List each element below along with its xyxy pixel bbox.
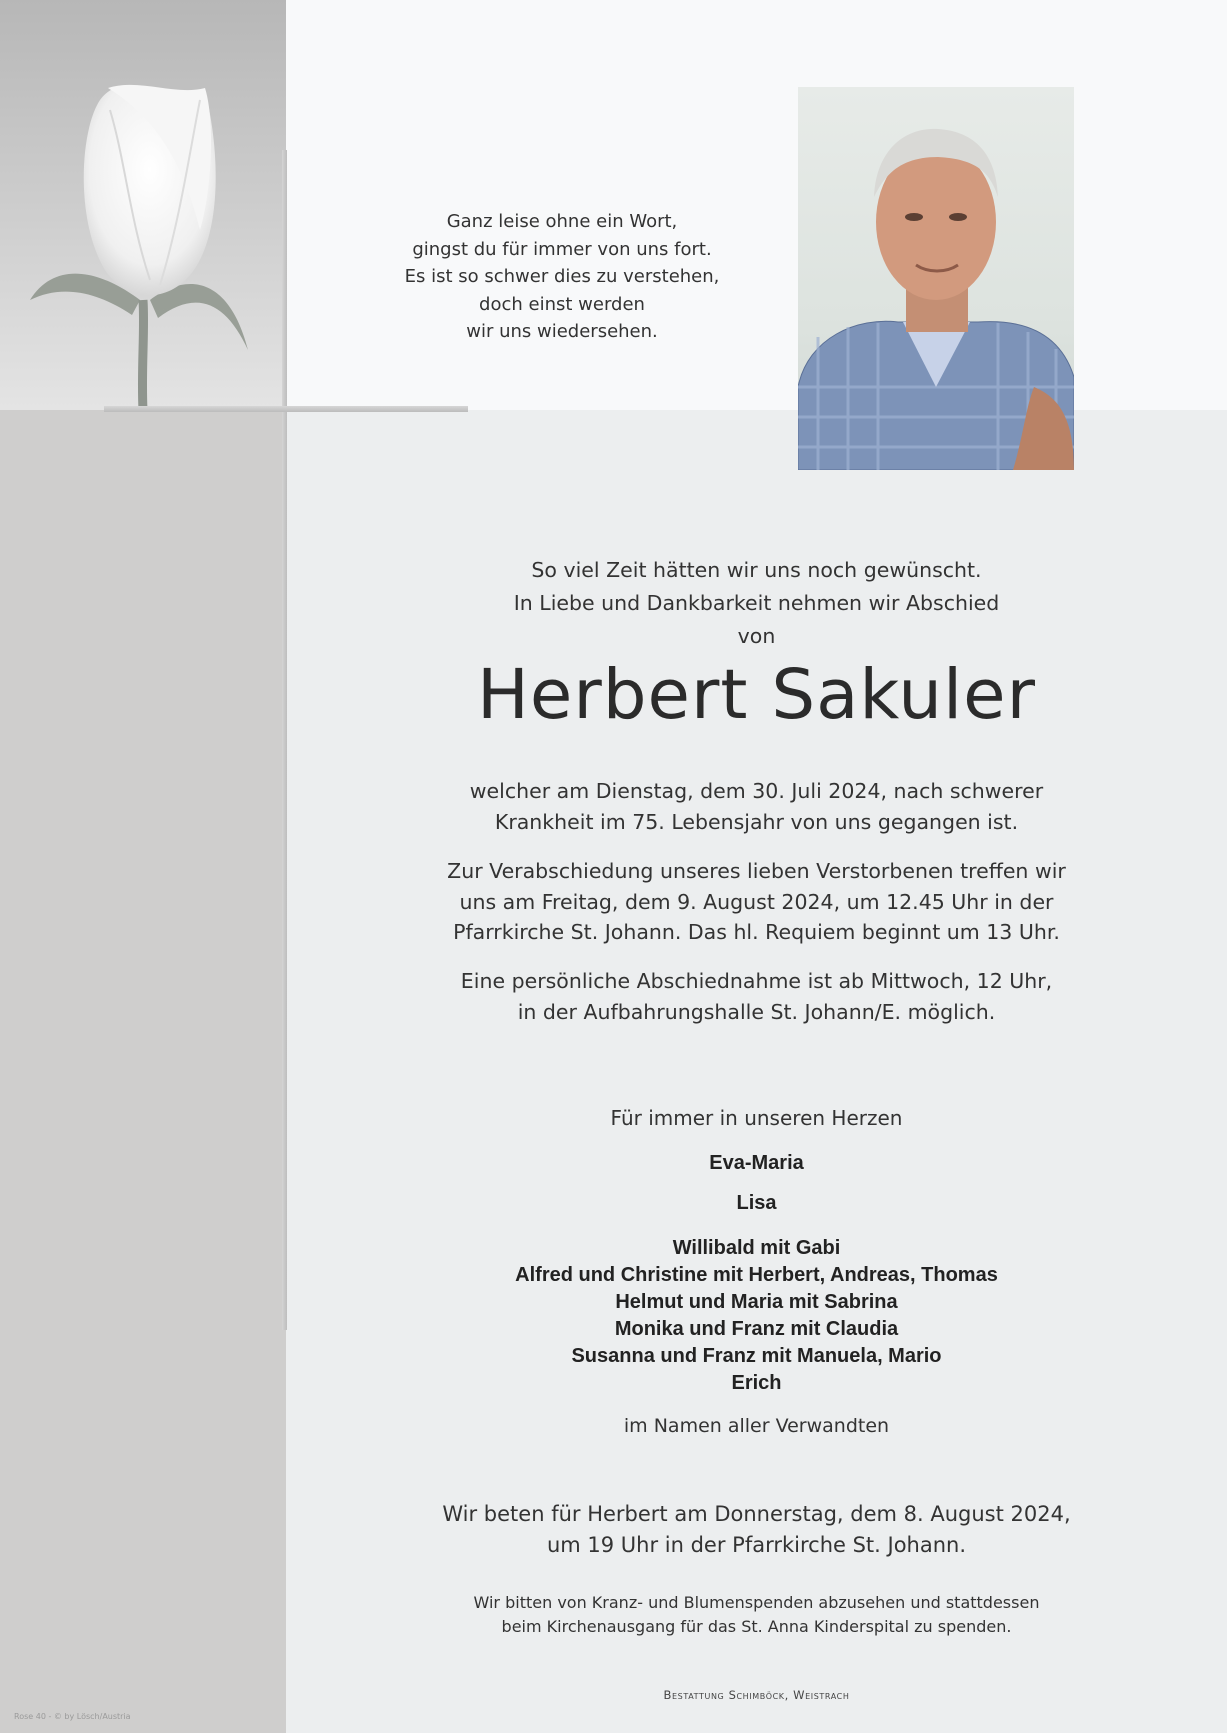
mourner-name: Eva-Maria: [709, 1152, 804, 1174]
farewell-details: [286, 856, 1227, 948]
image-credit: Rose 40 - © by Lösch/Austria: [14, 1712, 131, 1721]
portrait-person-icon: [798, 87, 1074, 470]
farewell-line: Pfarrkirche St. Johann. Das hl. Requiem beginnt um 13 Uhr.: [453, 920, 1060, 944]
viewing-line: in der Aufbahrungshalle St. Johann/E. möglich.: [517, 999, 996, 1024]
mourner-line: Erich: [731, 1372, 782, 1394]
viewing-line: Eine persönliche Abschiednahme ist ab Mittwoch, 12 Uhr,: [460, 969, 1053, 993]
donation-note: [286, 1591, 1227, 1639]
poem-line: wir uns wiedersehen.: [466, 321, 658, 342]
donation-line: Wir bitten von Kranz- und Blumenspenden abzusehen und stattdessen: [473, 1593, 1040, 1612]
poem: [392, 208, 732, 346]
intro-line: von: [737, 624, 776, 648]
white-rose-icon: [0, 0, 286, 410]
death-notice-line: welcher am Dienstag, dem 30. Juli 2024, nach schwerer: [469, 779, 1044, 803]
intro-line: So viel Zeit hätten wir uns noch gewünscht.: [531, 558, 982, 582]
viewing-details: [286, 966, 1227, 1027]
cross-horizontal-bar: [104, 406, 468, 412]
poem-line: Es ist so schwer dies zu verstehen,: [404, 266, 720, 287]
prayer-details: [286, 1499, 1227, 1561]
poem-line: Ganz leise ohne ein Wort,: [446, 211, 678, 232]
rose-image: [0, 0, 286, 410]
death-notice: [286, 776, 1227, 837]
farewell-line: Zur Verabschiedung unseres lieben Verstorbenen treffen wir: [447, 859, 1066, 883]
mourners-closing: im Namen aller Verwandten: [623, 1415, 890, 1437]
poem-line: gingst du für immer von uns fort.: [412, 238, 712, 260]
intro-line: In Liebe und Dankbarkeit nehmen wir Abschied: [513, 591, 1000, 615]
portrait-photo: [798, 87, 1074, 470]
mourner-name: Lisa: [736, 1192, 777, 1214]
intro-text: [286, 554, 1227, 653]
mourners-heading: Für immer in unseren Herzen: [610, 1106, 903, 1130]
prayer-line: Wir beten für Herbert am Donnerstag, dem 8. August 2024,: [442, 1502, 1071, 1526]
header-background: [286, 0, 1227, 410]
prayer-line: um 19 Uhr in der Pfarrkirche St. Johann.: [546, 1533, 967, 1557]
death-notice-line: Krankheit im 75. Lebensjahr von uns gegangen ist.: [494, 809, 1019, 834]
mourner-line: Monika und Franz mit Claudia: [614, 1318, 899, 1340]
funeral-home-footer: Bestattung Schimböck, Weistrach: [663, 1688, 850, 1702]
mourner-line: Susanna und Franz mit Manuela, Mario: [571, 1345, 942, 1367]
deceased-name: Herbert Sakuler: [477, 655, 1036, 735]
poem-line: doch einst werden: [479, 293, 645, 315]
mourner-line: Alfred und Christine mit Herbert, Andreas, Thomas: [515, 1264, 998, 1286]
mourners-list: [286, 1235, 1227, 1397]
farewell-line: uns am Freitag, dem 9. August 2024, um 12.45 Uhr in der: [459, 889, 1054, 914]
mourner-line: Helmut und Maria mit Sabrina: [615, 1291, 898, 1313]
mourner-line: Willibald mit Gabi: [672, 1237, 841, 1259]
donation-line: beim Kirchenausgang für das St. Anna Kinderspital zu spenden.: [501, 1617, 1012, 1636]
